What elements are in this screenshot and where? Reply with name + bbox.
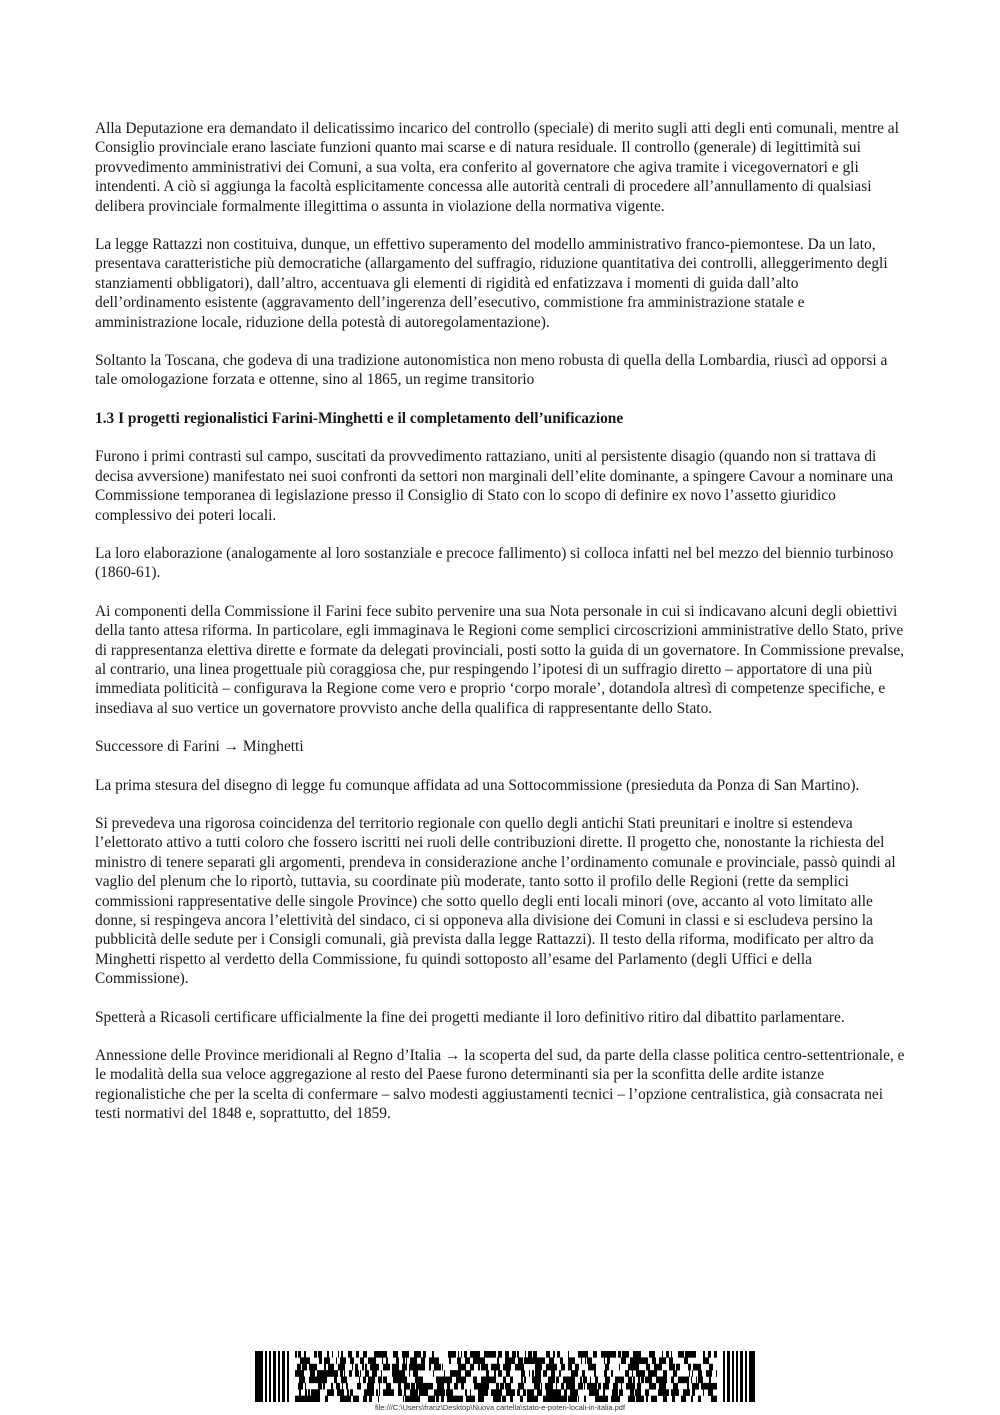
paragraph: Spetterà a Ricasoli certificare ufficialmente la fine dei progetti mediante il loro definitivo ritiro dal dibattito parlamentare.	[95, 1008, 845, 1026]
section-heading: 1.3 I progetti regionalistici Farini-Minghetti e il completamento dell’unificazione	[95, 409, 624, 427]
paragraph: La prima stesura del disegno di legge fu comunque affidata ad una Sottocommissione (presieduta da Ponza di San Martino).	[95, 776, 860, 794]
file-path: file:///C:\Users\franz\Desktop\Nuova cartella\stato-e-poteri-locali-in-italia.pdf	[374, 1403, 626, 1412]
paragraph: Soltanto la Toscana, che godeva di una tradizione autonomistica non meno robusta di quella della Lombardia, riuscì ad opporsi a tale omologazione forzata e ottenne, sino al 1865, un regime transitorio	[95, 352, 888, 389]
document-body	[95, 119, 907, 1143]
barcode-icon	[255, 1351, 755, 1402]
paragraph: Successore di Farini → Minghetti	[95, 738, 304, 756]
paragraph: Si prevedeva una rigorosa coincidenza del territorio regionale con quello degli antichi Stati preunitari e inoltre si estendeva l’elettorato attivo a tutti coloro che fossero iscritti nei ruoli delle contribuzioni dirette. Il progetto che, nonostante la richiesta del ministro di tenere separati gli argomenti, prendeva in considerazione anche l’ordinamento comunale e provinciale, passò quindi al vaglio del plenum che lo riportò, tuttavia, su coordinate più moderate, tanto sotto il profilo delle Regioni (rette da semplici commissioni rappresentative delle singole Province) che sotto quello degli enti locali minori (ove, accanto al voto limitato alle donne, si respingeva ancora l’elettività del sindaco, ci si opponeva alla divisione dei Comuni in classi e si escludeva persino la pubblicità delle sedute per i Consigli comunali, già prevista dalla legge Rattazzi). Il testo della riforma, modificato per altro da Minghetti rispetto al verdetto della Commissione, fu quindi sottoposto all’esame del Parlamento (degli Uffici e della Commissione).	[95, 814, 896, 988]
paragraph: Annessione delle Province meridionali al Regno d’Italia → la scoperta del sud, da parte della classe politica centro-settentrionale, e le modalità della sua veloce aggregazione al resto del Paese furono determinanti sia per la sconfitta delle ardite istanze regionalistiche che per la scelta di confermare – salvo modesti aggiustamenti tecnici – l’opzione centralistica, già consacrata nei testi normativi del 1848 e, soprattutto, del 1859.	[95, 1047, 905, 1123]
paragraph: Furono i primi contrasti sul campo, suscitati da provvedimento rattaziano, uniti al persistente disagio (quando non si trattava di decisa avversione) manifestato nei suoi confronti da settori non marginali dell’elite dominante, a spingere Cavour a nominare una Commissione temporanea di legislazione presso il Consiglio di Stato con lo scopo di definire ex novo l’assetto giuridico complessivo dei poteri locali.	[95, 448, 894, 524]
paragraph: La loro elaborazione (analogamente al loro sostanziale e precoce fallimento) si colloca infatti nel bel mezzo del biennio turbinoso (1860-61).	[95, 544, 894, 582]
barcode-graphic	[255, 1351, 755, 1402]
paragraph: Ai componenti della Commissione il Farini fece subito pervenire una sua Nota personale in cui si indicavano alcuni degli obiettivi della tanto attesa riforma. In particolare, egli immaginava le Regioni come semplici circoscrizioni amministrative dello Stato, prive di rappresentanza elettiva dirette e formate da delegati provinciali, posti sotto la guida di un governatore. In Commissione prevalse, al contrario, una linea progettuale più coraggiosa che, pur respingendo l’ipotesi di un suffragio diretto – apportatore di una più immediata politicità – configurava la Regione come vero e proprio ‘corpo morale’, dotandola altresì di competenze specifiche, e insediava al suo vertice un governatore provvisto anche della qualifica di rappresentante dello Stato.	[95, 602, 905, 717]
paragraph: La legge Rattazzi non costituiva, dunque, un effettivo superamento del modello amministrativo franco-piemontese. Da un lato, presentava caratteristiche più democratiche (allargamento del suffragio, riduzione quantitativa dei controlli, alleggerimento degli stanziamenti obbligatori), dall’altro, accentuava gli elementi di rigidità ed enfatizzava i momenti di guida dall’alto dell’ordinamento esistente (aggravamento dell’ingerenza dell’esecutivo, commistione fra amministrazione statale e amministrazione locale, riduzione della potestà di autoregolamentazione).	[95, 236, 888, 331]
paragraph: Alla Deputazione era demandato il delicatissimo incarico del controllo (speciale) di merito sugli atti degli enti comunali, mentre al Consiglio provinciale erano lasciate funzioni quanto mai scarse e di natura residuale. Il controllo (generale) di legittimità sui provvedimento amministrativi dei Comuni, a sua volta, era conferito al governatore che agiva tramite i vicegovernatori e gli intendenti. A ciò si aggiunga la facoltà esplicitamente concessa alle autorità centrali di procedere all’annullamento di qualsiasi delibera provinciale formalmente illegittima o assunta in violazione della normativa vigente.	[95, 120, 899, 215]
